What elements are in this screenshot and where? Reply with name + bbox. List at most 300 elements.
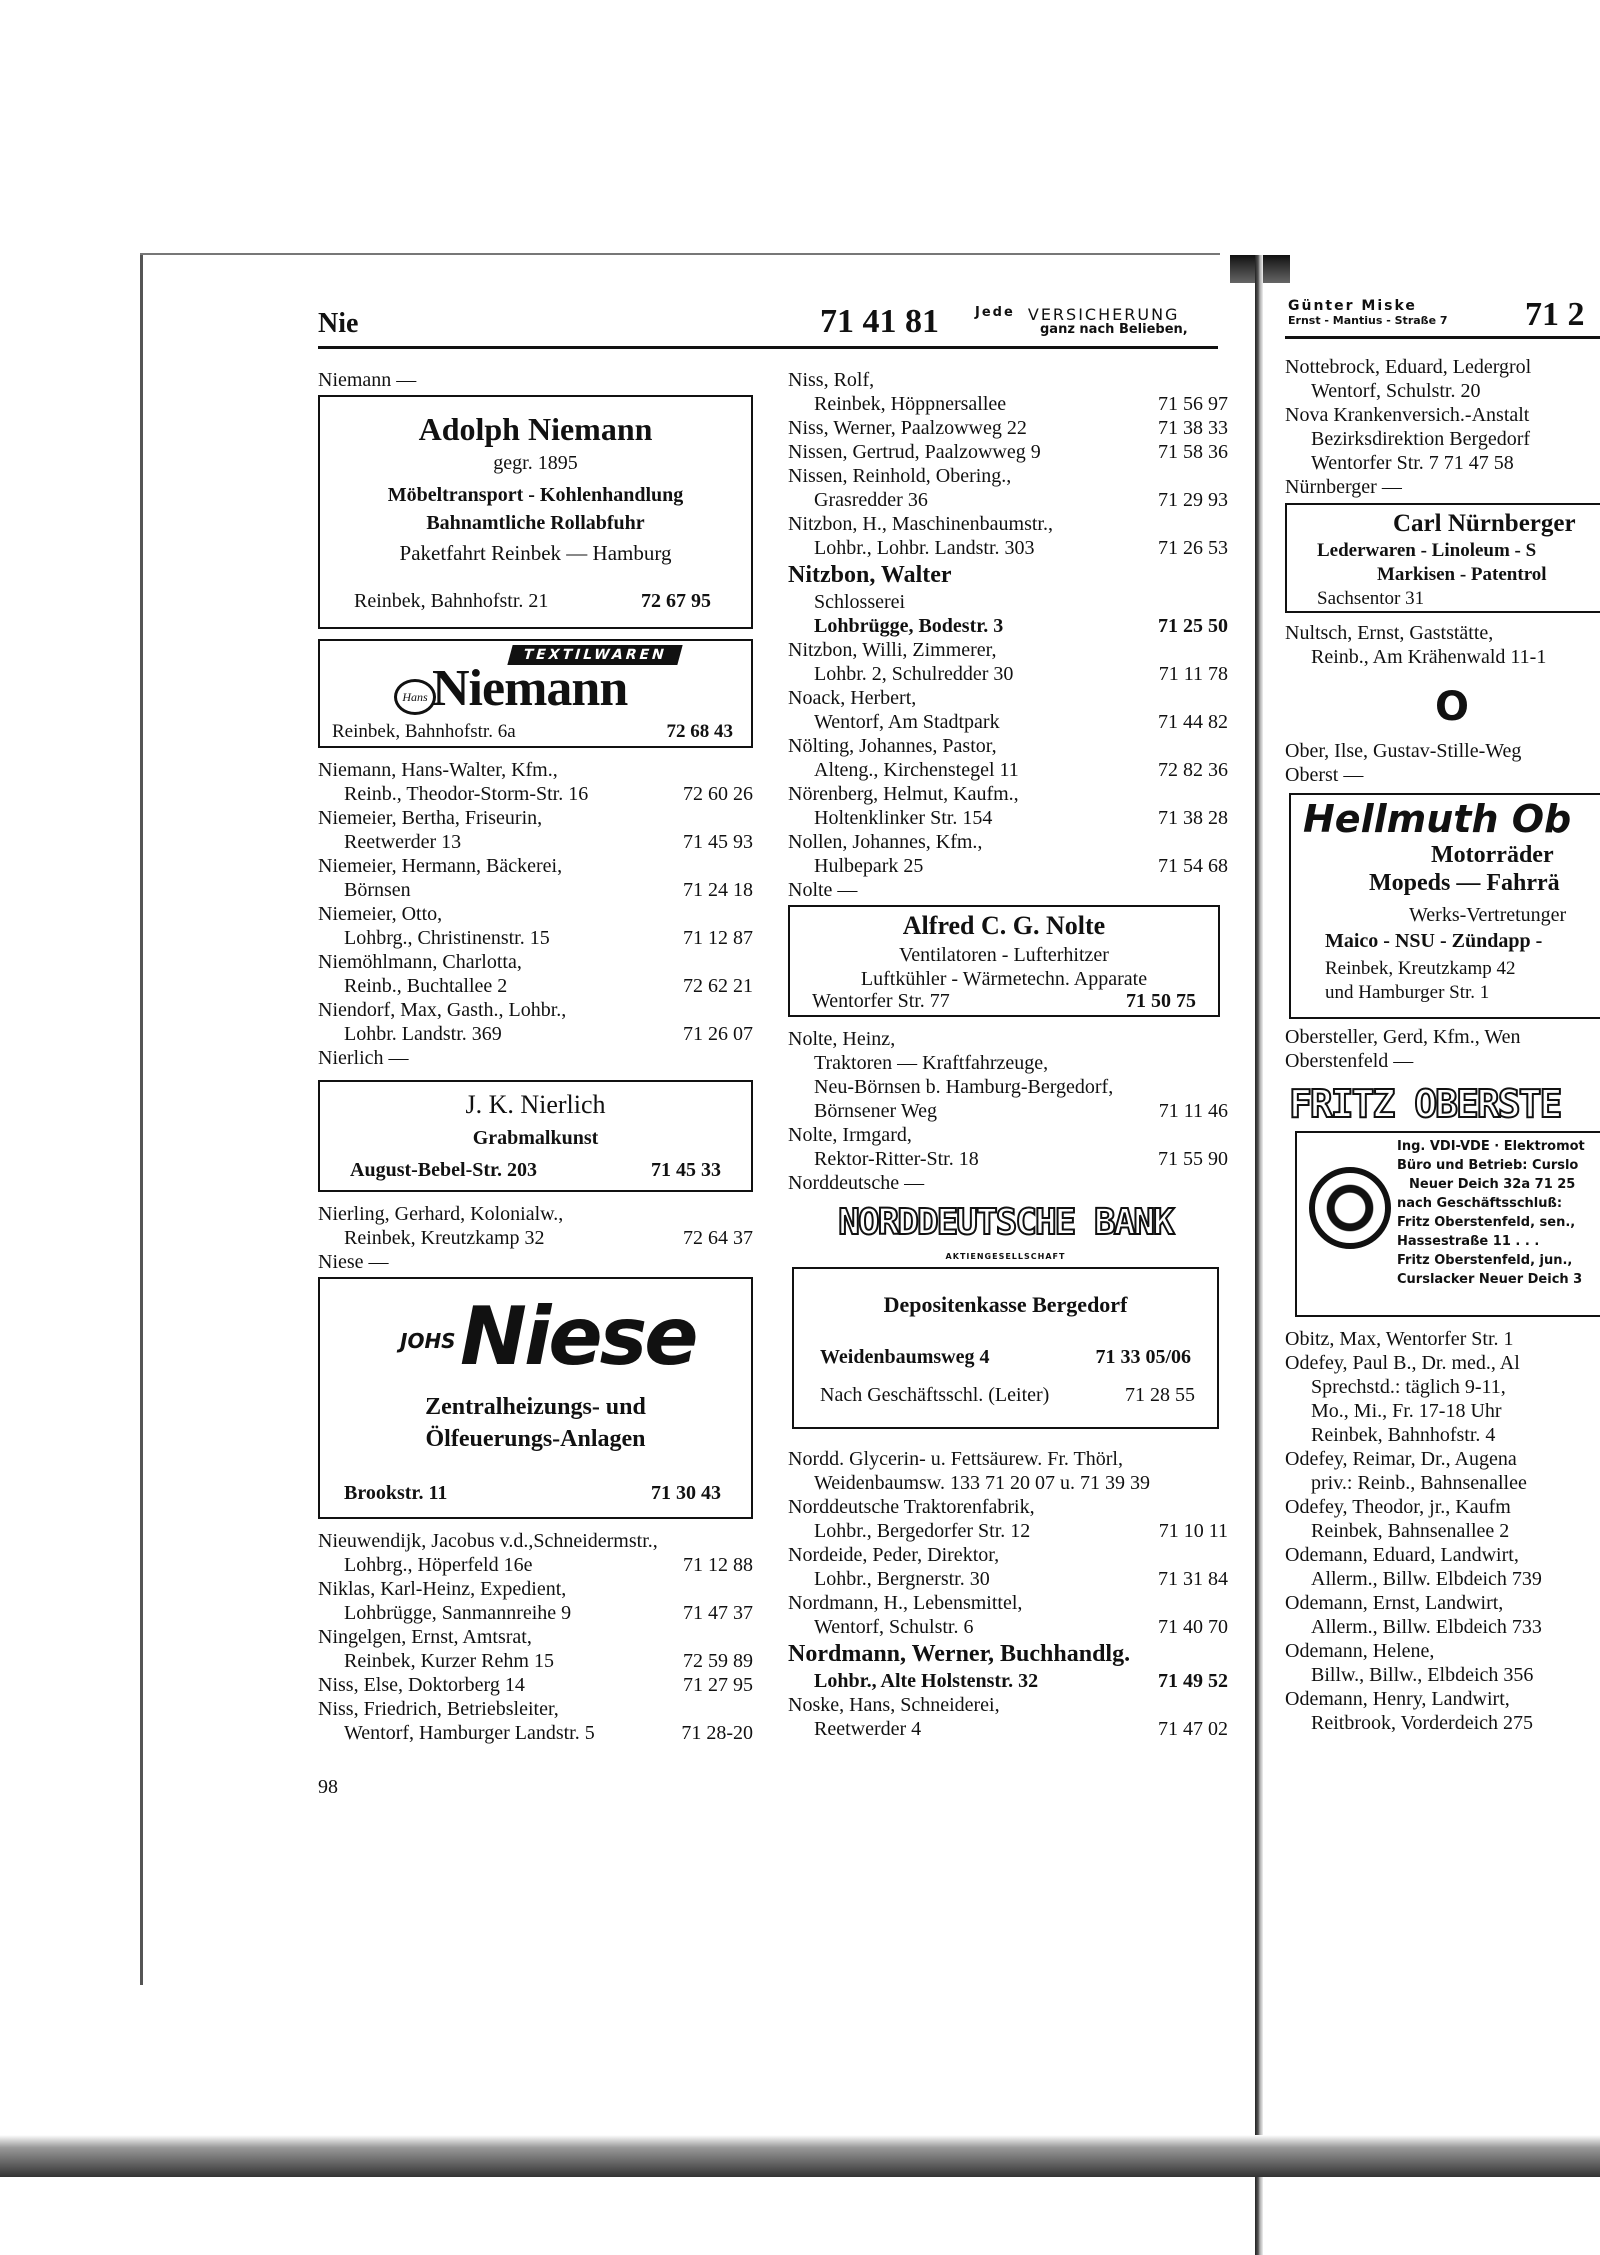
- directory-entry: [318, 830, 753, 854]
- directory-entry: [788, 1147, 1228, 1171]
- directory-entry: [1285, 427, 1600, 451]
- entry-phone: 71 55 90: [1158, 1148, 1228, 1170]
- entry-text: Odemann, Helene,: [1285, 1640, 1435, 1662]
- directory-entry: [1285, 1591, 1600, 1615]
- entry-text: Odemann, Henry, Landwirt,: [1285, 1688, 1510, 1710]
- directory-entry: [788, 440, 1228, 464]
- entry-text: Allerm., Billw. Elbdeich 733: [1311, 1616, 1542, 1638]
- entry-phone: 71 26 53: [1158, 537, 1228, 559]
- directory-entry: [788, 830, 1228, 854]
- ad-line-2: Ölfeuerungs-Anlagen: [425, 1426, 646, 1452]
- directory-entry: [318, 1226, 753, 1250]
- entries-block-2: [1285, 621, 1600, 669]
- entry-text: Niss, Werner, Paalzowweg 22: [788, 417, 1027, 439]
- entries-block-4: [788, 1447, 1228, 1639]
- entry-text: Nolte, Heinz,: [788, 1028, 896, 1050]
- ad-line-1: Motorräder: [1431, 842, 1554, 868]
- entry-text: Grasredder 36: [814, 489, 928, 511]
- right-header-name: Günter Miske: [1288, 298, 1417, 314]
- entry-phone: 71 10 11: [1158, 1520, 1228, 1542]
- ad-address: Sachsentor 31: [1317, 588, 1425, 609]
- entry-text: Lohbr. Landstr. 369: [344, 1023, 502, 1045]
- entry-phone: 71 40 70: [1158, 1616, 1228, 1638]
- header-insurance: [975, 305, 1188, 337]
- entry-text: Oberstenfeld —: [1285, 1050, 1414, 1072]
- entry-nitzbon-walter: Nitzbon, Walter: [788, 562, 952, 588]
- entry-text: Traktoren — Kraftfahrzeuge,: [814, 1052, 1049, 1074]
- entry-text: Nierling, Gerhard, Kolonialw.,: [318, 1203, 564, 1225]
- directory-entry: [788, 1519, 1228, 1543]
- ad-line-2: Markisen - Patentrol: [1377, 564, 1547, 585]
- entry-phone: 71 27 95: [683, 1674, 753, 1696]
- entry-text: Alteng., Kirchenstegel 11: [814, 759, 1019, 781]
- entries-block-3: [788, 1027, 1228, 1195]
- entry-text: Reinbek, Bahnhofstr. 4: [1311, 1424, 1496, 1446]
- entry-phone: 71 11 46: [1158, 1100, 1228, 1122]
- entries-block-4: [1285, 1025, 1600, 1073]
- directory-entry: [318, 902, 753, 926]
- directory-entry: [1285, 355, 1600, 379]
- directory-entry: [1285, 1663, 1600, 1687]
- header-letters: Nie: [318, 308, 359, 339]
- bank-logo: NORDDEUTSCHE BANK: [838, 1202, 1173, 1243]
- directory-entry: [1285, 1543, 1600, 1567]
- ad-line-1: Zentralheizungs- und: [425, 1394, 646, 1420]
- entry-text: Norddeutsche —: [788, 1172, 925, 1194]
- directory-entry: [788, 1495, 1228, 1519]
- entry-text: Wentorfer Str. 7 71 47 58: [1311, 452, 1514, 474]
- ad-name: Alfred C. G. Nolte: [902, 911, 1106, 940]
- entry-text: Niese —: [318, 1251, 389, 1273]
- ad-line-1: Möbeltransport - Kohlenhandlung: [387, 484, 684, 506]
- ad-name: Adolph Niemann: [418, 411, 653, 447]
- entry-text: Nordd. Glycerin- u. Fettsäurew. Fr. Thörl,: [788, 1448, 1123, 1470]
- entry-phone: 71 49 52: [1158, 1670, 1228, 1692]
- entry-text: Noack, Herbert,: [788, 687, 917, 709]
- column-3: [1285, 355, 1600, 1735]
- section-letter-o: O: [1435, 684, 1470, 730]
- entry-text: Nordeide, Peder, Direktor,: [788, 1544, 1000, 1566]
- hans-logo-icon: Hans: [394, 679, 436, 715]
- directory-entry: [788, 662, 1228, 686]
- ad-adolph-niemann: [318, 395, 753, 629]
- directory-entry: [318, 1601, 753, 1625]
- entry-text: Reinb., Theodor-Storm-Str. 16: [344, 783, 589, 805]
- entry-text: Reinb., Buchtallee 2: [344, 975, 508, 997]
- entry-text: Odefey, Reimar, Dr., Augena: [1285, 1448, 1517, 1470]
- entries-block-2: [788, 590, 1228, 902]
- directory-entry: [318, 974, 753, 998]
- entry-phone: 72 62 21: [683, 975, 753, 997]
- directory-entry: [788, 392, 1228, 416]
- directory-entry: [788, 854, 1228, 878]
- right-header-addr: Ernst - Mantius - Straße 7: [1288, 314, 1448, 327]
- directory-entry: [1285, 1423, 1600, 1447]
- directory-entry: [1285, 763, 1600, 787]
- directory-entry: [788, 734, 1228, 758]
- book-gutter: [1255, 255, 1263, 2255]
- directory-entry: [788, 782, 1228, 806]
- entry-phone: 71 45 93: [683, 831, 753, 853]
- ad-carl-nuernberger: [1285, 503, 1600, 613]
- directory-entry: [788, 878, 1228, 902]
- entry-text: Mo., Mi., Fr. 17-18 Uhr: [1311, 1400, 1502, 1422]
- ad-name: Carl Nürnberger: [1393, 510, 1576, 537]
- entry-text: Niklas, Karl-Heinz, Expedient,: [318, 1578, 567, 1600]
- entry-text: Nitzbon, H., Maschinenbaumstr.,: [788, 513, 1053, 535]
- directory-entry: [1285, 451, 1600, 475]
- entries-block-3: [318, 1529, 753, 1745]
- entry-phone: 71 47 02: [1158, 1718, 1228, 1740]
- entry-text: Weidenbaumsw. 133 71 20 07 u. 71 39 39: [814, 1472, 1150, 1494]
- entry-text: Ober, Ilse, Gustav-Stille-Weg: [1285, 740, 1522, 762]
- entry-text: Niendorf, Max, Gasth., Lohbr.,: [318, 999, 567, 1021]
- directory-entry: [1285, 1495, 1600, 1519]
- ad-logo: Niese: [460, 1290, 696, 1383]
- directory-entry: [788, 488, 1228, 512]
- directory-entry: [318, 1553, 753, 1577]
- entry-text: Ningelgen, Ernst, Amtsrat,: [318, 1626, 532, 1648]
- directory-entry: [318, 950, 753, 974]
- ad-address: Reinbek, Bahnhofstr. 6a: [332, 721, 516, 742]
- entry-phone: 72 82 36: [1158, 759, 1228, 781]
- directory-entry: [1285, 379, 1600, 403]
- entry-phone: 71 25 50: [1158, 615, 1228, 637]
- directory-entry: [318, 1022, 753, 1046]
- entry-text: Niss, Else, Doktorberg 14: [318, 1674, 525, 1696]
- ad-nierlich: [318, 1080, 753, 1192]
- entry-text: Nova Krankenversich.-Anstalt: [1285, 404, 1530, 426]
- fritz-line-7: Fritz Oberstenfeld, jun.,: [1397, 1253, 1573, 1268]
- entry-text: Rektor-Ritter-Str. 18: [814, 1148, 979, 1170]
- entry-phone: 71 11 78: [1158, 663, 1228, 685]
- directory-entry: [788, 1567, 1228, 1591]
- page-number: 98: [318, 1776, 338, 1798]
- entry-text: Lohbrügge, Sanmannreihe 9: [344, 1602, 572, 1624]
- entry-text: Lohbr., Bergnerstr. 30: [814, 1568, 990, 1590]
- directory-entry: [1285, 1351, 1600, 1375]
- directory-entry: [788, 614, 1228, 638]
- ad-line-3: Werks-Vertretunger: [1409, 904, 1567, 926]
- entry-text: priv.: Reinb., Bahnsenallee: [1311, 1472, 1527, 1494]
- ad-logo: Niemann: [432, 660, 628, 717]
- motor-icon: [1309, 1167, 1391, 1249]
- entry-text: Niemann, Hans-Walter, Kfm.,: [318, 759, 558, 781]
- ad-contact: [354, 589, 711, 613]
- ad-norddeutsche-bank: [788, 1201, 1223, 1431]
- page-top-edge: [140, 253, 1220, 255]
- entries-block-5: [1285, 1327, 1600, 1735]
- entry-text: Nultsch, Ernst, Gaststätte,: [1285, 622, 1494, 644]
- directory-entry: [788, 1171, 1228, 1195]
- directory-entry: [788, 590, 1228, 614]
- header-phone: 71 41 81: [820, 303, 939, 340]
- entry-text: Nierlich —: [318, 1047, 409, 1069]
- directory-entry: [788, 1543, 1228, 1567]
- directory-entry: [318, 1250, 753, 1274]
- ad-banner: TEXTILWAREN: [507, 645, 682, 665]
- entries-block-1: [1285, 355, 1600, 499]
- scan-bottom-shadow: [0, 2135, 1600, 2177]
- directory-entry: [788, 1669, 1228, 1693]
- ad-phone: 71 33 05/06: [1095, 1346, 1191, 1368]
- entry-text: Nollen, Johannes, Kfm.,: [788, 831, 983, 853]
- ins-jede: Jede: [975, 305, 1015, 320]
- entry-phone: 71 12 88: [683, 1554, 753, 1576]
- entry-text: Nordmann, H., Lebensmittel,: [788, 1592, 1023, 1614]
- ad-founded: gegr. 1895: [493, 452, 578, 474]
- directory-entry: [1285, 1471, 1600, 1495]
- ad-line-1: Grabmalkunst: [472, 1127, 599, 1149]
- entry-phone: 71 54 68: [1158, 855, 1228, 877]
- page-left-edge: [140, 255, 143, 1985]
- ad-address: August-Bebel-Str. 203: [350, 1159, 538, 1181]
- right-header-phone: 71 2: [1525, 296, 1585, 333]
- entry-text: Niemöhlmann, Charlotta,: [318, 951, 522, 973]
- entry-text: Allerm., Billw. Elbdeich 739: [1311, 1568, 1542, 1590]
- bank-sub: AKTIENGESELLSCHAFT: [945, 1252, 1066, 1261]
- ad-contact-1: [820, 1345, 1191, 1369]
- ad-address: Weidenbaumsweg 4: [820, 1346, 990, 1368]
- directory-entry: [318, 878, 753, 902]
- entry-text: Wentorf, Am Stadtpark: [814, 711, 1000, 733]
- ad-line-2: Nach Geschäftsschl. (Leiter): [820, 1384, 1050, 1406]
- column-2: [788, 368, 1228, 1741]
- entry-text: Bezirksdirektion Bergedorf: [1311, 428, 1531, 450]
- entry-text: Reinbek, Bahnsenallee 2: [1311, 1520, 1510, 1542]
- entry-text: Nitzbon, Willi, Zimmerer,: [788, 639, 997, 661]
- directory-entry: [1285, 1399, 1600, 1423]
- ad-contact-2: [820, 1383, 1195, 1407]
- directory-entry: [788, 1447, 1228, 1471]
- ad-phone: 71 30 43: [651, 1482, 721, 1504]
- ad-textil-niemann: [318, 639, 753, 748]
- fritz-line-4: nach Geschäftsschluß:: [1397, 1196, 1563, 1211]
- ins-belieben: ganz nach Belieben,: [1040, 322, 1188, 337]
- directory-entry: [1285, 1567, 1600, 1591]
- ad-address: Reinbek, Kreutzkamp 42: [1325, 958, 1516, 979]
- ad-line-2: Bahnamtliche Rollabfuhr: [426, 512, 645, 534]
- entry-text: Obersteller, Gerd, Kfm., Wen: [1285, 1026, 1521, 1048]
- directory-entry: [788, 536, 1228, 560]
- fritz-box: [1295, 1131, 1600, 1317]
- directory-entry: [318, 1721, 753, 1745]
- entries-block-2: [318, 1202, 753, 1274]
- entry-text: Niss, Friedrich, Betriebsleiter,: [318, 1698, 559, 1720]
- entries-block-5: [788, 1669, 1228, 1741]
- entry-text: Odefey, Theodor, jr., Kaufm: [1285, 1496, 1511, 1518]
- entry-phone: 71 38 28: [1158, 807, 1228, 829]
- entry-text: Reinb., Am Krähenwald 11-1: [1311, 646, 1547, 668]
- ad-address: Wentorfer Str. 77: [812, 990, 950, 1012]
- directory-entry: [1285, 1327, 1600, 1351]
- entry-text: Nolte —: [788, 879, 858, 901]
- directory-entry: [1285, 1639, 1600, 1663]
- directory-entry: [788, 1615, 1228, 1639]
- entry-text: Reitbrook, Vorderdeich 275: [1311, 1712, 1534, 1734]
- entry-text: Odemann, Ernst, Landwirt,: [1285, 1592, 1504, 1614]
- directory-entry: [318, 1202, 753, 1226]
- directory-entry: [788, 710, 1228, 734]
- entry-text: Lohbr., Bergedorfer Str. 12: [814, 1520, 1031, 1542]
- ad-line-2: Mopeds — Fahrrä: [1369, 870, 1560, 896]
- ad-name: Hellmuth Ob: [1303, 797, 1572, 841]
- ad-phone: 71 50 75: [1126, 990, 1196, 1012]
- directory-entry: [788, 512, 1228, 536]
- entry-phone: 71 24 18: [683, 879, 753, 901]
- entry-phone: 72 64 37: [683, 1227, 753, 1249]
- directory-entry: [1285, 1711, 1600, 1735]
- fritz-line-2: Büro und Betrieb: Curslo: [1397, 1158, 1579, 1173]
- bank-box: [792, 1267, 1219, 1429]
- directory-entry: [1285, 403, 1600, 427]
- ad-niese: [318, 1277, 753, 1519]
- entry-text: Lohbr. 2, Schulredder 30: [814, 663, 1014, 685]
- directory-entry: [1285, 475, 1600, 499]
- entry-text: Lohbrügge, Bodestr. 3: [814, 615, 1004, 637]
- directory-entry: [318, 782, 753, 806]
- entry-text: Nieuwendijk, Jacobus v.d.,Schneidermstr.,: [318, 1530, 658, 1552]
- ad-hellmuth-oberst: [1289, 793, 1600, 1019]
- directory-entry: [318, 758, 753, 782]
- entry-text: Börnsen: [344, 879, 411, 901]
- entry-text: Nissen, Gertrud, Paalzowweg 9: [788, 441, 1041, 463]
- directory-entry: [318, 1697, 753, 1721]
- ad-phone: 71 45 33: [651, 1159, 721, 1181]
- entry-text: Wentorf, Schulstr. 20: [1311, 380, 1481, 402]
- entry-text: Nörenberg, Helmut, Kaufm.,: [788, 783, 1019, 805]
- entry-nordmann-werner: Nordmann, Werner, Buchhandlg.: [788, 1641, 1131, 1667]
- entry-text: Nissen, Reinhold, Obering.,: [788, 465, 1012, 487]
- entry-text: Odefey, Paul B., Dr. med., Al: [1285, 1352, 1520, 1374]
- entries-block-1: [788, 368, 1228, 560]
- ad-name: J. K. Nierlich: [465, 1090, 606, 1119]
- entry-phone: 71 26 07: [683, 1023, 753, 1045]
- entry-text: Niemeier, Hermann, Bäckerei,: [318, 855, 563, 877]
- ad-logo-pre: JOHS: [400, 1329, 456, 1353]
- fritz-line-3: Neuer Deich 32a 71 25: [1409, 1177, 1576, 1192]
- directory-entry: [1285, 1615, 1600, 1639]
- entry-text: Lohbr., Lohbr. Landstr. 303: [814, 537, 1035, 559]
- entry-text: Reetwerder 4: [814, 1718, 922, 1740]
- entries-block-1: [318, 758, 753, 1070]
- directory-entry: [318, 1649, 753, 1673]
- entry-phone: 71 58 36: [1158, 441, 1228, 463]
- right-header: [1288, 298, 1448, 327]
- entry-text: Wentorf, Schulstr. 6: [814, 1616, 974, 1638]
- directory-entry: [788, 1027, 1228, 1051]
- ad-nolte: [788, 905, 1220, 1017]
- fritz-line-5: Fritz Oberstenfeld, sen.,: [1397, 1215, 1576, 1230]
- header-rule: [318, 346, 1218, 349]
- ad-line-4: Maico - NSU - Zündapp -: [1325, 930, 1543, 952]
- ad-fritz-oberstenfeld: [1289, 1081, 1600, 1321]
- entry-phone: 71 12 87: [683, 927, 753, 949]
- ad-contact: [812, 989, 1196, 1013]
- directory-entry: [788, 1591, 1228, 1615]
- entry-phone: 72 60 26: [683, 783, 753, 805]
- directory-entry: [1285, 1687, 1600, 1711]
- directory-entry: [318, 1046, 753, 1070]
- directory-entry: [318, 854, 753, 878]
- ins-versicherung: VERSICHERUNG: [1027, 305, 1180, 324]
- entry-text: Niss, Rolf,: [788, 369, 875, 391]
- entry-text: Neu-Börnsen b. Hamburg-Bergedorf,: [814, 1076, 1114, 1098]
- entry-text: Lohbr., Alte Holstenstr. 32: [814, 1670, 1039, 1692]
- entry-phone: 72 59 89: [683, 1650, 753, 1672]
- entry-phone: 71 56 97: [1158, 393, 1228, 415]
- column-1: [318, 368, 753, 1799]
- entry-phone: 71 31 84: [1158, 1568, 1228, 1590]
- ad-phone: 72 67 95: [641, 590, 711, 612]
- ad-contact: [350, 1158, 721, 1182]
- directory-entry: [1285, 1049, 1600, 1073]
- ad-address: Brookstr. 11: [344, 1482, 448, 1504]
- fritz-line-6: Hassestraße 11 . . .: [1397, 1234, 1540, 1249]
- directory-entry: [318, 1673, 753, 1697]
- entry-text: Niemeier, Bertha, Friseurin,: [318, 807, 543, 829]
- entry-text: Reetwerder 13: [344, 831, 462, 853]
- directory-entry: [788, 806, 1228, 830]
- entry-phone: 71 47 37: [683, 1602, 753, 1624]
- entry-phone: 71 38 33: [1158, 417, 1228, 439]
- fritz-text: [1397, 1137, 1585, 1289]
- directory-entry: [1285, 645, 1600, 669]
- directory-entry: [788, 1717, 1228, 1741]
- directory-entry: [788, 638, 1228, 662]
- directory-entry: [788, 1693, 1228, 1717]
- directory-entry: [788, 758, 1228, 782]
- entry-text: Reinbek, Kreutzkamp 32: [344, 1227, 545, 1249]
- entry-text: Odemann, Eduard, Landwirt,: [1285, 1544, 1519, 1566]
- directory-entry: [1285, 739, 1600, 763]
- ad-line-1: Ventilatoren - Lufterhitzer: [899, 944, 1109, 966]
- ad-name: Depositenkasse Bergedorf: [883, 1292, 1128, 1317]
- directory-entry: [788, 1075, 1228, 1099]
- directory-entry: [788, 368, 1228, 392]
- entry-text: Lohbrg., Höperfeld 16e: [344, 1554, 533, 1576]
- directory-entry: [318, 998, 753, 1022]
- ad-contact: [332, 720, 733, 744]
- right-header-rule: [1285, 336, 1600, 339]
- entry-text: Wentorf, Hamburger Landstr. 5: [344, 1722, 595, 1744]
- entry-text: Börnsener Weg: [814, 1100, 937, 1122]
- directory-entry: [788, 1051, 1228, 1075]
- entry-text: Hulbepark 25: [814, 855, 924, 877]
- entry-text: Lohbrg., Christinenstr. 15: [344, 927, 550, 949]
- directory-entry: [318, 1529, 753, 1553]
- ad-address-2: und Hamburger Str. 1: [1325, 982, 1490, 1003]
- entry-phone: 71 28-20: [681, 1722, 753, 1744]
- directory-entry: [318, 806, 753, 830]
- entry-text: Norddeutsche Traktorenfabrik,: [788, 1496, 1035, 1518]
- ad-line-1: Lederwaren - Linoleum - S: [1317, 540, 1537, 561]
- directory-entry: [1285, 1447, 1600, 1471]
- entry-text: Noske, Hans, Schneiderei,: [788, 1694, 1000, 1716]
- entry-text: Schlosserei: [814, 591, 906, 613]
- fritz-line-8: Curslacker Neuer Deich 3: [1397, 1272, 1583, 1287]
- entry-text: Nolte, Irmgard,: [788, 1124, 912, 1146]
- entries-block-3: [1285, 739, 1600, 787]
- entry-text: Reinbek, Kurzer Rehm 15: [344, 1650, 554, 1672]
- directory-entry: [788, 416, 1228, 440]
- fritz-line-1: Ing. VDI-VDE · Elektromot: [1397, 1139, 1585, 1154]
- entry-phone: 71 44 82: [1158, 711, 1228, 733]
- ad-line-3: Paketfahrt Reinbek — Hamburg: [399, 541, 672, 565]
- directory-entry: [1285, 621, 1600, 645]
- entry-text: Nürnberger —: [1285, 476, 1402, 498]
- entry-text: Nölting, Johannes, Pastor,: [788, 735, 997, 757]
